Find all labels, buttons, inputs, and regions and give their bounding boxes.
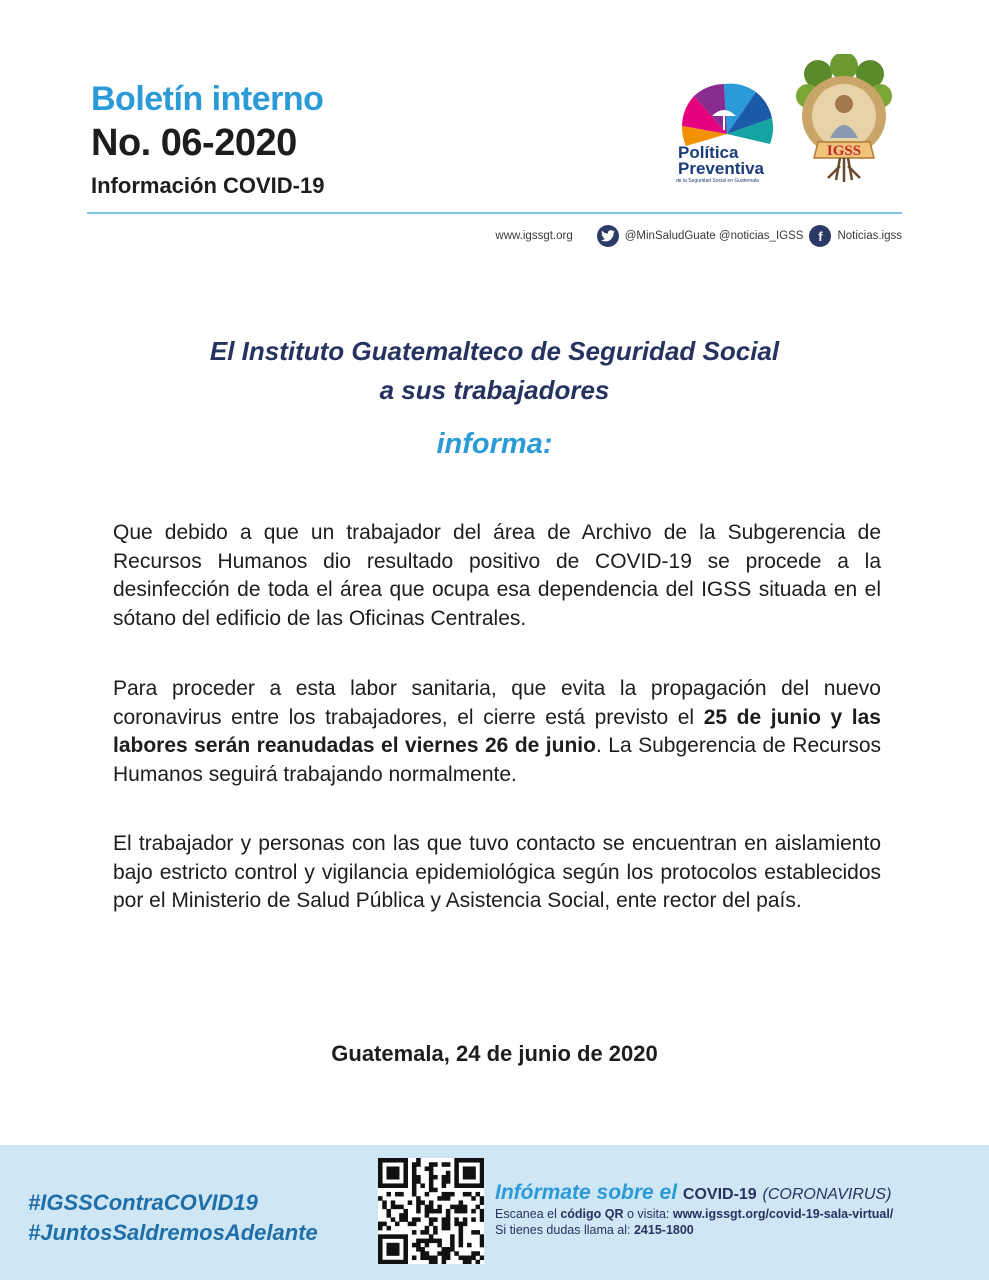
headline-line2: a sus trabajadores [379,375,610,405]
scan-text: Escanea el [495,1207,561,1221]
footer-info [495,1181,975,1237]
informa-heading: informa: [436,428,553,460]
paragraph-2-bold: 25 de junio y las labores serán reanudadas el viernes 26 de junio [113,705,881,757]
phone-text: Si tienes dudas llama al: [495,1223,634,1237]
phone-number[interactable]: 2415-1800 [633,1223,694,1237]
paragraph-2 [113,675,881,789]
social-bar [480,222,902,250]
website-link[interactable]: www.igssgt.org [495,230,573,242]
politica-line1: Política [678,143,739,162]
bulletin-subtitle: Información COVID-19 [91,173,325,198]
date-line: Guatemala, 24 de junio de 2020 [331,1041,658,1066]
scan-mid: o visita: [623,1207,673,1221]
info-heading [495,1181,975,1205]
facebook-icon: f [809,225,831,247]
headline-line1: El Instituto Guatemalteco de Seguridad Social [209,336,780,366]
bulletin-number: No. 06-2020 [91,122,297,164]
politica-line2: Preventiva [678,159,764,178]
politica-preventiva-logo [672,74,782,189]
paragraph-2-end: . La Subgerencia de Recursos Humanos seguirá trabajando normalmente. [113,734,881,786]
info-covid: COVID-19 [682,1186,757,1203]
scan-url[interactable]: www.igssgt.org/covid-19-sala-virtual/ [672,1207,894,1221]
info-corona: (CORONAVIRUS) [762,1186,892,1203]
twitter-handles[interactable]: @MinSaludGuate @noticias_IGSS [624,230,804,242]
paragraph-2-start: Para proceder a esta labor sanitaria, que evita la propagación del nuevo coronavirus entre los trabajadores, el cierre está previsto el [113,677,881,729]
qr-code[interactable] [378,1158,484,1264]
hashtags [28,1188,318,1248]
phone-line [495,1223,975,1237]
header-divider [87,212,902,214]
politica-tagline: de la Seguridad Social en Guatemala [676,178,759,184]
bulletin-title: Boletín interno [91,80,324,118]
paragraph-1: Que debido a que un trabajador del área de Archivo de la Subgerencia de Recursos Humanos dio resultado positivo de COVID-19 se procede a la desinfección de toda el área que ocupa esa dependencia del IGSS situada en el sótano del edificio de las Oficinas Centrales. [113,521,881,630]
info-head-text: Infórmate sobre el [495,1181,683,1204]
scan-line [495,1207,975,1221]
igss-logo [788,54,900,184]
twitter-icon [597,225,619,247]
paragraph-3: El trabajador y personas con las que tuvo contacto se encuentran en aislamiento bajo estricto control y vigilancia epidemiológica según los protocolos establecidos por el Ministerio de Salud Pública y Asistencia Social, ente rector del país. [113,832,881,912]
facebook-handle[interactable]: Noticias.igss [837,230,902,242]
igss-logo-label: IGSS [826,143,862,159]
hashtag-juntos[interactable]: #JuntosSaldremosAdelante [28,1220,318,1245]
hashtag-igss[interactable]: #IGSSContraCOVID19 [28,1190,258,1215]
scan-bold: código QR [560,1207,624,1221]
